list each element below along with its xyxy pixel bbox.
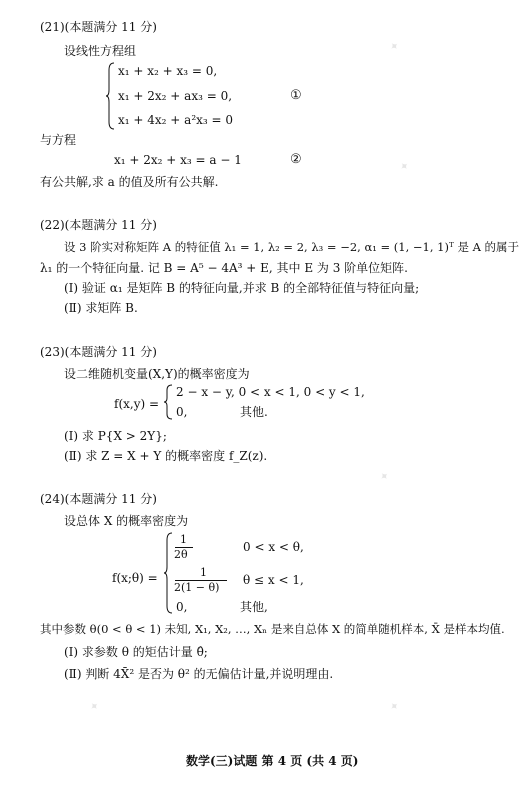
problem-24-intro: 设总体 X 的概率密度为 [64,514,189,528]
problem-23-part1: (Ⅰ) 求 P{X > 2Y}; [64,429,167,443]
problem-22-part2: (Ⅱ) 求矩阵 B. [64,301,138,315]
system-eq-2: x₁ + 2x₂ + ax₃ = 0, [118,89,233,103]
problem-22-line2: λ₁ 的一个特征向量. 记 B = A⁵ − 4A³ + E, 其中 E 为 3 阶单位矩阵. [40,261,408,275]
case1-denominator: 2θ [174,548,188,561]
density-case-1: 2 − x − y, 0 < x < 1, 0 < y < 1, [176,385,365,399]
problem-21-mid: 与方程 [40,133,77,147]
case2-denominator: 2(1 − θ) [174,581,220,594]
problem-24-part2: (Ⅱ) 判断 4X̄² 是否为 θ² 的无偏估计量,并说明理由. [64,667,334,681]
left-brace-icon [106,62,116,130]
problem-23-part2: (Ⅱ) 求 Z = X + Y 的概率密度 f_Z(z). [64,449,268,463]
case3-value: 0, [176,600,188,614]
scan-watermark: ✦ [386,38,403,55]
scan-watermark: ✦ [386,698,403,715]
problem-23-intro: 设二维随机变量(X,Y)的概率密度为 [64,367,250,381]
scan-watermark: ✦ [376,468,393,485]
equation-tag-1: ① [290,88,302,103]
problem-24-part1: (Ⅰ) 求参数 θ 的矩估计量 θ̂; [64,645,208,659]
density-case-2-value: 0, [176,405,188,419]
problem-22-part1: (Ⅰ) 验证 α₁ 是矩阵 B 的特征向量,并求 B 的全部特征值与特征向量; [64,281,420,295]
left-brace-icon [164,384,174,420]
case2-condition: θ ≤ x < 1, [243,573,304,587]
problem-22-heading: (22)(本题满分 11 分) [40,218,157,232]
equation-2: x₁ + 2x₂ + x₃ = a − 1 [114,153,242,167]
problem-23-heading: (23)(本题满分 11 分) [40,345,157,359]
problem-21-intro: 设线性方程组 [64,44,137,58]
problem-24-params: 其中参数 θ(0 < θ < 1) 未知, X₁, X₂, …, Xₙ 是来自总体 X 的简单随机样本, X̄ 是样本均值. [40,622,505,636]
problem-21-question: 有公共解,求 a 的值及所有公共解. [40,175,219,189]
pdf-label: f(x;θ) = [112,571,158,585]
case2-numerator: 1 [200,566,207,579]
left-brace-icon [164,532,174,614]
case3-condition: 其他, [240,600,268,614]
case1-condition: 0 < x < θ, [243,540,304,554]
page-footer: 数学(三)试题 第 4 页 (共 4 页) [186,754,359,768]
case1-numerator: 1 [180,533,187,546]
density-label: f(x,y) = [114,397,160,411]
system-eq-3: x₁ + 4x₂ + a²x₃ = 0 [118,113,234,127]
density-case-2-condition: 其他. [240,405,268,419]
system-eq-1: x₁ + x₂ + x₃ = 0, [118,64,218,78]
equation-tag-2: ② [290,152,302,167]
problem-24-heading: (24)(本题满分 11 分) [40,492,157,506]
scan-watermark: ✦ [396,158,413,175]
scan-watermark: ✦ [86,698,103,715]
problem-21-heading: (21)(本题满分 11 分) [40,20,157,34]
problem-22-line1: 设 3 阶实对称矩阵 A 的特征值 λ₁ = 1, λ₂ = 2, λ₃ = −2, α₁ = (1, −1, 1)ᵀ 是 A 的属于 [64,240,520,254]
